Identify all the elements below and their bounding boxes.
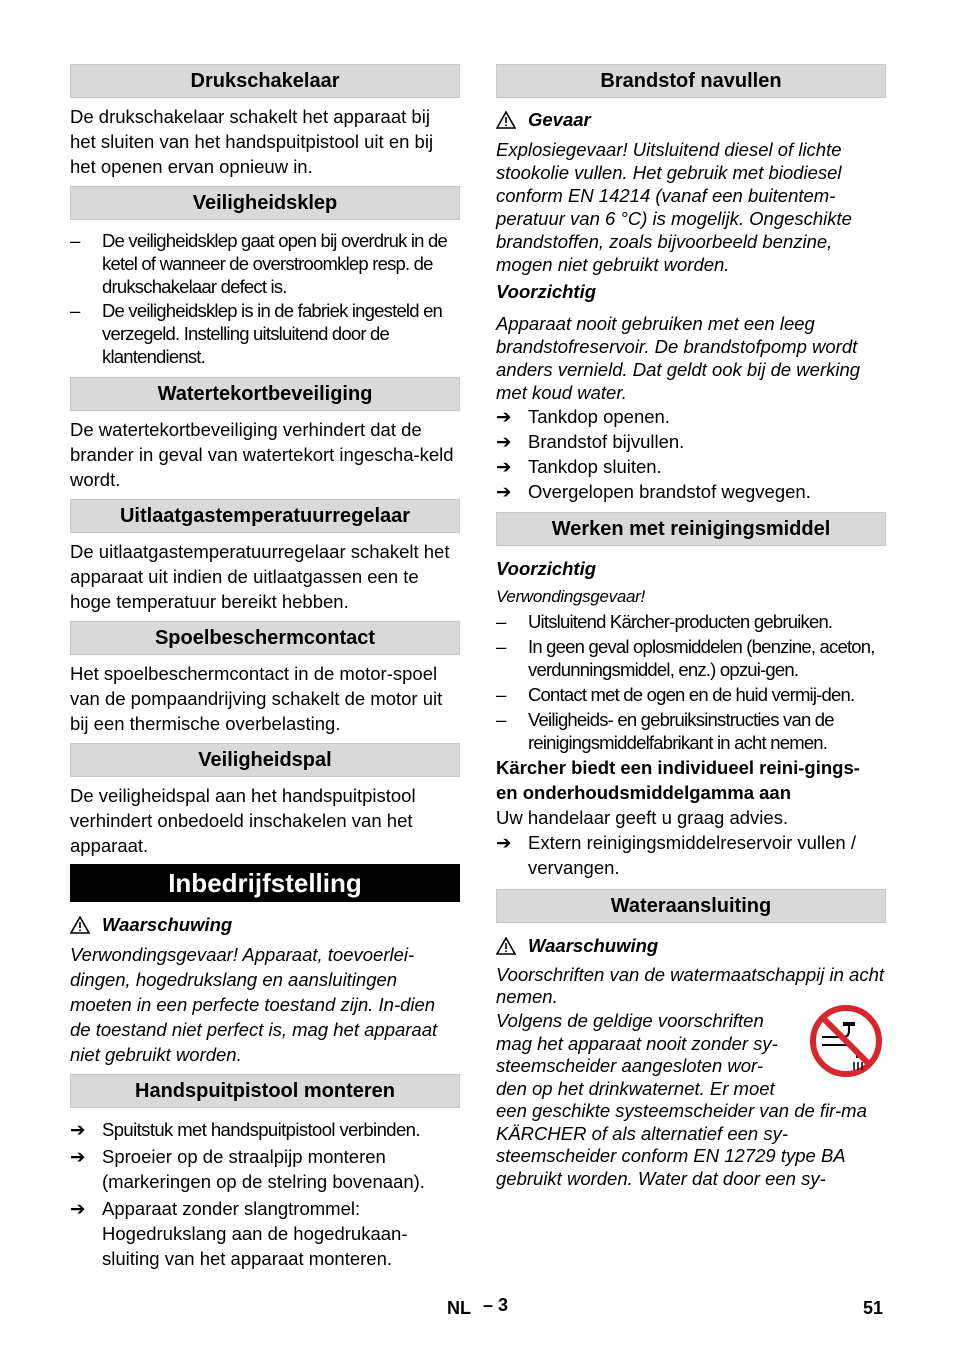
paragraph-watertekortbeveiliging: De watertekortbeveiliging verhindert dat de brander in geval van watertekort ingescha-keld wordt. — [70, 419, 454, 490]
section-heading-uitlaatgastemperatuurregelaar: Uitlaatgastemperatuurregelaar — [70, 499, 460, 533]
paragraph-drukschakelaar: De drukschakelaar schakelt het apparaat bij het sluiten van het handspuitpistool uit en bij het openen ervan opnieuw in. — [70, 106, 434, 177]
list-item: – In geen geval oplosmiddelen (benzine, aceton, verdunningsmiddel, enz.) opzui-gen. — [496, 636, 875, 680]
warning-text-wrapped: Volgens de geldige voorschriften mag het apparaat nooit zonder sy- steemscheider aangesloten wor- den op het drinkwaternet. Er moet — [496, 1010, 778, 1099]
warning-text: Voorschriften van de watermaatschappij in acht nemen. — [496, 964, 885, 1007]
arrow-right-icon: ➔ — [496, 456, 512, 477]
no-drinking-water-icon — [809, 1004, 883, 1078]
arrow-right-icon: ➔ — [496, 832, 512, 853]
paragraph-advies: Uw handelaar geeft u graag advies. — [496, 807, 789, 828]
instruction-step: ➔ Brandstof bijvullen. — [496, 431, 685, 452]
arrow-right-icon: ➔ — [496, 406, 512, 427]
instruction-step: ➔ Tankdop openen. — [496, 406, 670, 427]
warning-label: Waarschuwing — [496, 934, 886, 958]
paragraph-spoelbeschermcontact: Het spoelbeschermcontact in de motor-spoel van de pompaandrijving schakelt de motor uit bij een thermische overbelasting. — [70, 663, 443, 734]
section-heading-veiligheidsklep: Veiligheidsklep — [70, 186, 460, 220]
section-heading-drukschakelaar: Drukschakelaar — [70, 64, 460, 98]
section-heading-spoelbeschermcontact: Spoelbeschermcontact — [70, 621, 460, 655]
section-heading-handspuitpistool-monteren: Handspuitpistool monteren — [70, 1074, 460, 1108]
list-item: – De veiligheidsklep is in de fabriek ingesteld en verzegeld. Instelling uitsluitend door de klantendienst. — [70, 300, 443, 367]
section-heading-veiligheidspal: Veiligheidspal — [70, 743, 460, 777]
instruction-step: ➔ Apparaat zonder slangtrommel: Hogedrukslang aan de hogedrukaan-sluiting van het apparaat monteren. — [70, 1198, 408, 1269]
list-item: – De veiligheidsklep gaat open bij overdruk in de ketel of wanneer de overstroomklep resp. de drukschakelaar defect is. — [70, 230, 447, 297]
caution-label: Voorzichtig — [496, 281, 597, 302]
warning-triangle-icon — [70, 916, 90, 934]
instruction-step: ➔ Spuitstuk met handspuitpistool verbinden. — [70, 1119, 420, 1140]
instruction-step: ➔ Sproeier op de straalpijp monteren (markeringen op de stelring bovenaan). — [70, 1146, 425, 1192]
warning-text: Verwondingsgevaar! Apparaat, toevoerlei-dingen, hogedrukslang en aansluitingen moeten in een perfecte toestand zijn. In-dien de toestand niet perfect is, mag het apparaat niet gebruikt worden. — [70, 944, 438, 1065]
list-item: – Veiligheids- en gebruiksinstructies van de reinigingsmiddelfabrikant in acht nemen. — [496, 709, 834, 753]
page-number: 51 — [863, 1298, 884, 1318]
arrow-right-icon: ➔ — [70, 1198, 86, 1219]
warning-text-continued: een geschikte systeemscheider van de fir-ma KÄRCHER of als alternatief een sy-steemscheider conform EN 12729 type BA gebruikt worden. Water dat door een sy- — [496, 1100, 867, 1189]
arrow-right-icon: ➔ — [70, 1146, 86, 1167]
list-item: – Contact met de ogen en de huid vermij-den. — [496, 684, 855, 705]
paragraph-veiligheidspal: De veiligheidspal aan het handspuitpistool verhindert onbedoeld inschakelen van het apparaat. — [70, 785, 416, 856]
local-page-number: – 3 — [483, 1295, 509, 1315]
arrow-right-icon: ➔ — [496, 481, 512, 502]
danger-label: Gevaar — [496, 108, 886, 132]
warning-triangle-icon — [496, 937, 516, 955]
caution-subtext: Verwondingsgevaar! — [496, 587, 645, 606]
warning-label: Waarschuwing — [70, 913, 460, 937]
section-heading-wateraansluiting: Wateraansluiting — [496, 889, 886, 923]
left-column — [70, 64, 460, 1271]
chapter-heading: Inbedrijfstelling — [70, 864, 460, 902]
section-heading-werken-met-reinigingsmiddel: Werken met reinigingsmiddel — [496, 512, 886, 546]
arrow-right-icon: ➔ — [496, 431, 512, 452]
bold-notice: Kärcher biedt een individueel reini-gings- en onderhoudsmiddelgamma aan — [496, 757, 860, 803]
danger-text: Explosiegevaar! Uitsluitend diesel of lichte stookolie vullen. Het gebruik met biodiesel conform EN 14214 (vanaf een buitentem-peratuur van 6 °C) is mogelijk. Ongeschikte brandstoffen, zoals bijvoorbeeld benzine, mogen niet gebruikt worden. — [496, 139, 852, 275]
warning-triangle-icon — [496, 111, 516, 129]
caution-label: Voorzichtig — [496, 558, 597, 579]
instruction-step: ➔ Overgelopen brandstof wegvegen. — [496, 481, 811, 502]
instruction-step: ➔ Extern reinigingsmiddelreservoir vullen / vervangen. — [496, 832, 857, 878]
instruction-step: ➔ Tankdop sluiten. — [496, 456, 662, 477]
arrow-right-icon: ➔ — [70, 1119, 85, 1140]
right-column — [496, 64, 886, 1190]
list-item: – Uitsluitend Kärcher-producten gebruiken. — [496, 611, 833, 632]
section-heading-watertekortbeveiliging: Watertekortbeveiliging — [70, 377, 460, 411]
caution-text: Apparaat nooit gebruiken met een leeg brandstofreservoir. De brandstofpomp wordt anders vernield. Dat geldt ook bij de werking met koud water. — [496, 313, 861, 403]
section-heading-brandstof-navullen: Brandstof navullen — [496, 64, 886, 98]
language-code: NL — [447, 1298, 471, 1318]
paragraph-uitlaatgastemperatuurregelaar: De uitlaatgastemperatuurregelaar schakelt het apparaat uit indien de uitlaatgassen een te hoge temperatuur bereikt hebben. — [70, 541, 450, 612]
